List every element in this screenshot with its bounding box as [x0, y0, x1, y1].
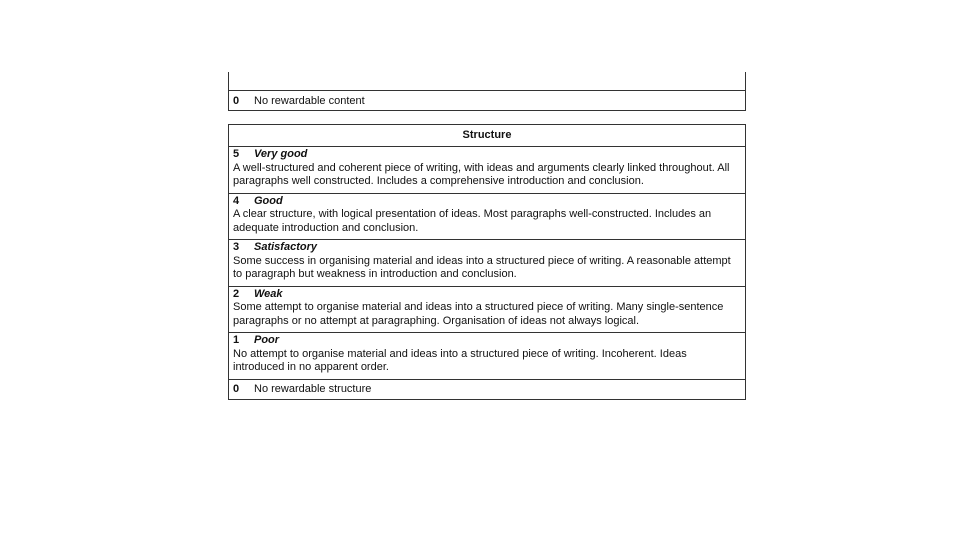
table-row: 0 No rewardable structure — [233, 382, 372, 395]
structure-marking-table — [228, 124, 746, 400]
table-title: Structure — [229, 125, 745, 147]
cropped-row — [229, 72, 745, 91]
table-row: 0 No rewardable content — [233, 95, 365, 107]
table-row: 4 Good A clear structure, with logical presentation of ideas. Most paragraphs well-constructed. Includes an adequate introduction and conclusion. — [229, 194, 745, 241]
table-row: 5 Very good A well-structured and coherent piece of writing, with ideas and arguments clearly linked throughout. All paragraphs well constructed. Includes a comprehensive introduction and conclusion. — [229, 147, 745, 194]
table-row: 3 Satisfactory Some success in organising material and ideas into a structured piece of writing. A reasonable attempt to paragraph but weakness in introduction and conclusion. — [229, 240, 745, 287]
previous-marking-table — [228, 72, 746, 111]
table-row: 2 Weak Some attempt to organise material and ideas into a structured piece of writing. Many single-sentence paragraphs or no attempt at paragraphing. Organisation of ideas not always logical. — [229, 287, 745, 334]
table-row: 1 Poor No attempt to organise material and ideas into a structured piece of writing. Incoherent. Ideas introduced in no apparent order. — [229, 333, 745, 380]
